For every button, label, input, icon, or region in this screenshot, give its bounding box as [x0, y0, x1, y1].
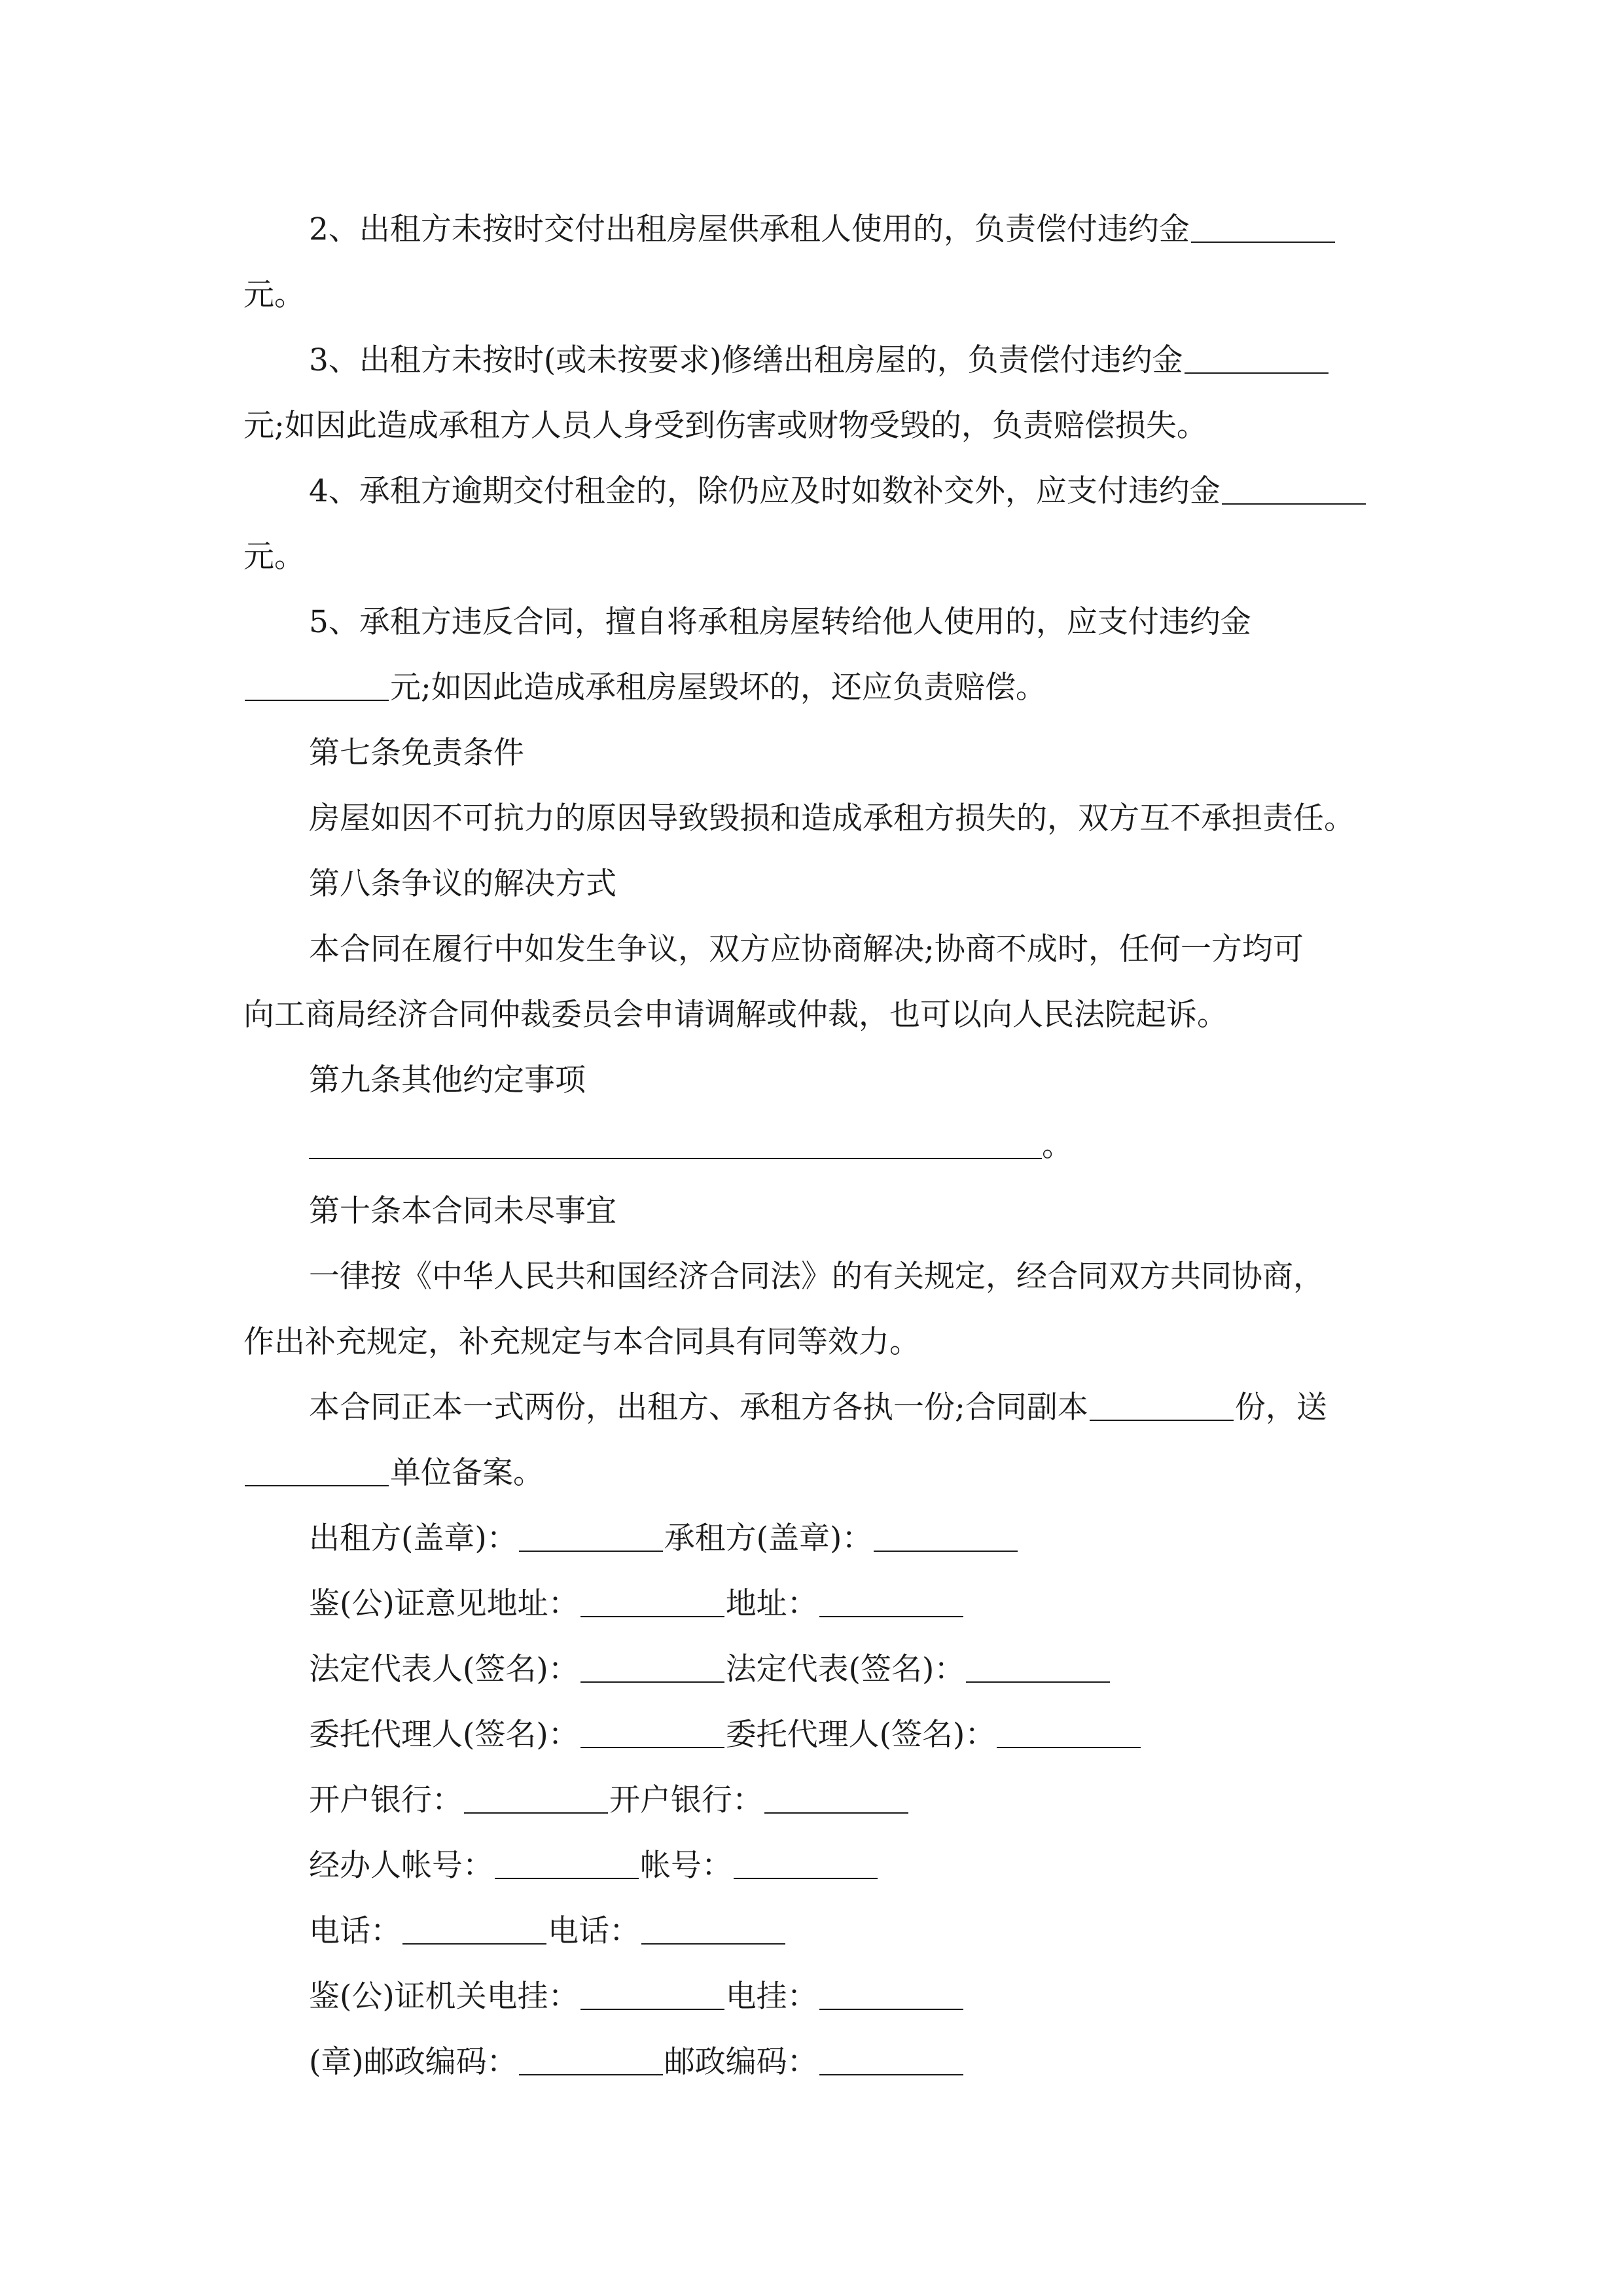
- signature-row: [243, 2029, 1382, 2094]
- article-8-body-1: [243, 916, 1382, 982]
- signature-label-right: 帐号：: [640, 1847, 732, 1884]
- clause-5-line-2: [243, 655, 1382, 720]
- clause-4-text: 4、承租方逾期交付租金的，除仍应及时如数补交外，应支付违约金: [309, 473, 1221, 509]
- article-10-body-2: [243, 1309, 1382, 1374]
- signature-label-right: 邮政编码：: [664, 2043, 818, 2080]
- article-title: 第七条免责条件: [309, 734, 524, 771]
- signature-label-left: 法定代表人(签名)：: [309, 1651, 579, 1687]
- signature-label-right: 委托代理人(签名)：: [725, 1716, 996, 1753]
- signature-field[interactable]: [874, 1524, 1018, 1552]
- signature-row: [243, 1833, 1382, 1898]
- clause-3-text-cont: 元;如因此造成承租方人员人身受到伤害或财物受毁的，负责赔偿损失。: [243, 407, 1207, 444]
- article-7-body: [243, 785, 1382, 851]
- signature-field[interactable]: [819, 1982, 963, 2010]
- article-body-cont: 向工商局经济合同仲裁委员会申请调解或仲裁，也可以向人民法院起诉。: [243, 996, 1228, 1033]
- copies-line-2: [243, 1440, 1382, 1505]
- signature-field[interactable]: [580, 1590, 724, 1617]
- clause-4-text-cont: 元。: [243, 538, 305, 575]
- signature-field[interactable]: [819, 1590, 963, 1617]
- signature-field[interactable]: [819, 2048, 963, 2075]
- end-mark: 。: [1042, 1127, 1073, 1164]
- signature-label-left: (章)邮政编码：: [309, 2043, 518, 2080]
- signature-field[interactable]: [580, 1982, 724, 2010]
- signature-field[interactable]: [580, 1655, 724, 1683]
- signature-row: [243, 1505, 1382, 1571]
- clause-3-line-1: [243, 327, 1382, 393]
- signature-label-left: 电话：: [309, 1912, 401, 1949]
- article-9-blank-line: [243, 1113, 1382, 1178]
- clause-3-text: 3、出租方未按时(或未按要求)修缮出租房屋的，负责偿付违约金: [309, 342, 1183, 378]
- clause-2-line-1: [243, 196, 1382, 262]
- signature-label-right: 电话：: [548, 1912, 640, 1949]
- signature-row: [243, 1767, 1382, 1833]
- article-7-title: [243, 720, 1382, 785]
- signature-field[interactable]: [495, 1852, 639, 1879]
- article-9-title: [243, 1047, 1382, 1113]
- signature-row: [243, 1898, 1382, 1964]
- signature-field[interactable]: [966, 1655, 1110, 1683]
- article-body: 一律按《中华人民共和国经济合同法》的有关规定，经合同双方共同协商，: [309, 1258, 1324, 1295]
- signature-field[interactable]: [519, 2048, 663, 2075]
- contract-page: [243, 196, 1382, 2094]
- signature-field[interactable]: [519, 1524, 663, 1552]
- clause-2-line-2: [243, 262, 1382, 327]
- article-title: 第八条争议的解决方式: [309, 865, 616, 902]
- clause-4-line-2: [243, 524, 1382, 589]
- signature-row: [243, 1571, 1382, 1636]
- signature-label-left: 委托代理人(签名)：: [309, 1716, 579, 1753]
- signature-label-right: 开户银行：: [609, 1782, 763, 1818]
- article-body: 房屋如因不可抗力的原因导致毁损和造成承租方损失的，双方互不承担责任。: [309, 800, 1355, 836]
- blank-field[interactable]: [1185, 346, 1329, 374]
- article-body-cont: 作出补充规定，补充规定与本合同具有同等效力。: [243, 1323, 920, 1360]
- blank-field[interactable]: [245, 673, 389, 701]
- blank-field[interactable]: [245, 1459, 389, 1486]
- article-body: 本合同在履行中如发生争议，双方应协商解决;协商不成时，任何一方均可: [309, 931, 1304, 967]
- signature-field[interactable]: [580, 1721, 724, 1748]
- long-blank-field[interactable]: [309, 1132, 1042, 1159]
- signature-label-right: 法定代表(签名)：: [725, 1651, 965, 1687]
- copies-text: 本合同正本一式两份，出租方、承租方各执一份;合同副本: [309, 1389, 1088, 1426]
- article-title: 第十条本合同未尽事宜: [309, 1193, 616, 1229]
- signature-row: [243, 1702, 1382, 1767]
- signature-row: [243, 1964, 1382, 2029]
- clause-5-line-1: [243, 589, 1382, 655]
- clause-4-line-1: [243, 458, 1382, 524]
- article-10-title: [243, 1178, 1382, 1244]
- article-title: 第九条其他约定事项: [309, 1062, 586, 1098]
- article-8-body-2: [243, 982, 1382, 1047]
- copies-line-1: [243, 1374, 1382, 1440]
- signature-field[interactable]: [734, 1852, 878, 1879]
- signature-field[interactable]: [464, 1786, 608, 1814]
- signature-label-right: 地址：: [725, 1585, 818, 1622]
- signature-label-left: 开户银行：: [309, 1782, 463, 1818]
- signature-label-right: 承租方(盖章)：: [664, 1520, 873, 1556]
- signature-field[interactable]: [402, 1917, 546, 1945]
- copies-text: 份，送: [1234, 1389, 1327, 1426]
- clause-2-text-cont: 元。: [243, 276, 305, 313]
- signature-label-right: 电挂：: [725, 1978, 818, 2015]
- copies-text: 单位备案。: [390, 1454, 544, 1491]
- blank-field[interactable]: [1222, 477, 1366, 505]
- clause-2-text: 2、出租方未按时交付出租房屋供承租人使用的，负责偿付违约金: [309, 211, 1190, 247]
- blank-field[interactable]: [1090, 1393, 1234, 1421]
- signature-label-left: 出租方(盖章)：: [309, 1520, 518, 1556]
- article-10-body-1: [243, 1244, 1382, 1309]
- signature-label-left: 鉴(公)证意见地址：: [309, 1585, 579, 1622]
- signature-label-left: 鉴(公)证机关电挂：: [309, 1978, 579, 2015]
- signature-block: [243, 1505, 1382, 2094]
- blank-field[interactable]: [1191, 215, 1335, 243]
- signature-row: [243, 1636, 1382, 1702]
- signature-field[interactable]: [641, 1917, 785, 1945]
- clause-3-line-2: [243, 393, 1382, 458]
- clause-5-text: 5、承租方违反合同，擅自将承租房屋转给他人使用的，应支付违约金: [309, 603, 1251, 640]
- signature-field[interactable]: [997, 1721, 1141, 1748]
- article-8-title: [243, 851, 1382, 916]
- clause-5-text-cont: 元;如因此造成承租房屋毁坏的，还应负责赔偿。: [390, 669, 1046, 706]
- signature-label-left: 经办人帐号：: [309, 1847, 493, 1884]
- signature-field[interactable]: [764, 1786, 908, 1814]
